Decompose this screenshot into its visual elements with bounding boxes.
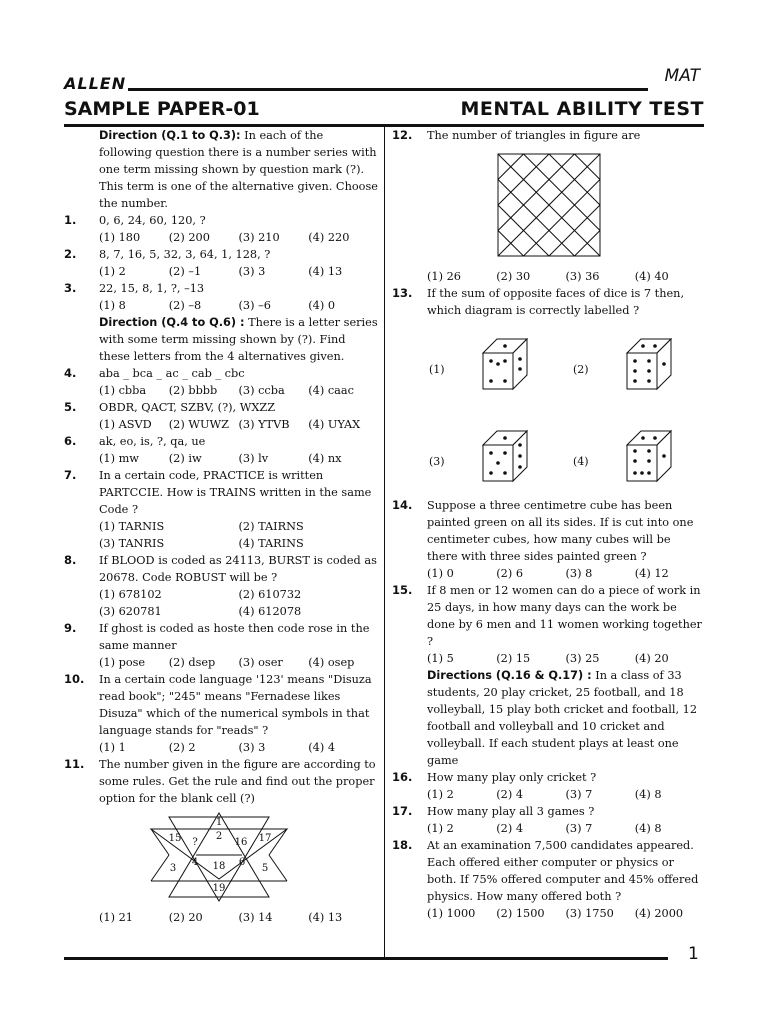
- option: (4) 8: [634, 788, 662, 801]
- figure-number: 6: [238, 857, 246, 868]
- option: (2) TAIRNS: [238, 520, 304, 533]
- option: (4) 40: [634, 270, 669, 283]
- die-3: [483, 431, 527, 481]
- options: [99, 586, 378, 603]
- option: (3) 620781: [99, 605, 162, 618]
- dice-label: (3): [429, 455, 445, 468]
- question-number: 10.: [64, 672, 85, 686]
- question-number: 18.: [392, 838, 413, 852]
- question-text: In a certain code language '123' means "Disuza read book"; "245" means "Fernadese likes Disuza" which of the numerical symbols in that language stands for "reads" ?: [99, 673, 372, 737]
- question-text: If ghost is coded as hoste then code rose in the same manner: [99, 622, 370, 652]
- option: (1) TARNIS: [99, 520, 165, 533]
- option: (3) 7: [565, 788, 593, 801]
- options: [427, 905, 704, 922]
- options: [99, 416, 378, 433]
- option: (2) WUWZ: [168, 418, 229, 431]
- option: (1) 678102: [99, 588, 162, 601]
- question-text: OBDR, QACT, SZBV, (?), WXZZ: [99, 401, 276, 414]
- figure-number: 16: [234, 837, 248, 848]
- option: (1) 1: [99, 741, 126, 754]
- question-12: [392, 127, 704, 285]
- die-2: [627, 339, 671, 389]
- column-divider: [384, 127, 385, 957]
- question-number: 7.: [64, 468, 77, 482]
- option: (2) 610732: [238, 588, 302, 601]
- question-18: [392, 837, 704, 922]
- option: (4) 8: [634, 822, 662, 835]
- question-text: If the sum of opposite faces of dice is 7 then, which diagram is correctly labelled ?: [427, 287, 685, 317]
- options: [427, 820, 704, 837]
- figure-number: 4: [191, 857, 199, 868]
- option: (4) 13: [308, 911, 343, 924]
- question-number: 15.: [392, 583, 413, 597]
- figure-number: 3: [169, 863, 177, 874]
- question-number: 1.: [64, 213, 77, 227]
- question-number: 17.: [392, 804, 413, 818]
- question-number: 14.: [392, 498, 413, 512]
- question-text: 8, 7, 16, 5, 32, 3, 64, 1, 128, ?: [99, 248, 271, 261]
- option: (1) mw: [99, 452, 139, 465]
- question-text: At an examination 7,500 candidates appeared. Each offered either computer or physics or both. If 75% offered computer and 45% offered physics. How many offered both ?: [427, 839, 699, 903]
- option: (4) caac: [308, 384, 354, 397]
- figure-number: 15: [168, 833, 182, 844]
- option: (2) 15: [496, 652, 531, 665]
- question-text: 22, 15, 8, 1, ?, –13: [99, 282, 205, 295]
- question-text: If BLOOD is coded as 24113, BURST is coded as 20678. Code ROBUST will be ?: [99, 554, 377, 584]
- question-2: [64, 246, 378, 280]
- option: (4) 612078: [238, 605, 302, 618]
- question-number: 16.: [392, 770, 413, 784]
- option: (4) TARINS: [238, 537, 304, 550]
- die-4: [627, 431, 671, 481]
- option: (4) osep: [308, 656, 355, 669]
- option: (1) cbba: [99, 384, 147, 397]
- question-6: [64, 433, 378, 467]
- question-text: ak, eo, is, ?, qa, ue: [99, 435, 206, 448]
- question-number: 2.: [64, 247, 77, 261]
- options: [99, 909, 378, 926]
- question-16: [392, 769, 704, 803]
- option: (2) 4: [496, 788, 524, 801]
- question-text: The number of triangles in figure are: [427, 129, 641, 142]
- options: [99, 518, 378, 535]
- brand-logo: ALLEN: [64, 74, 127, 93]
- option: (4) nx: [308, 452, 342, 465]
- options: [99, 739, 378, 756]
- option: (3) 1750: [565, 907, 614, 920]
- option: (3) 8: [565, 567, 593, 580]
- question-14: [392, 497, 704, 582]
- options: [99, 297, 378, 314]
- option: (3) 7: [565, 822, 593, 835]
- dice-label: (1): [429, 363, 445, 376]
- brand-rule: [128, 88, 648, 91]
- question-number: 5.: [64, 400, 77, 414]
- option: (1) 2: [99, 265, 126, 278]
- page-number: 1: [688, 944, 699, 964]
- option: (2) 6: [496, 567, 524, 580]
- option: (3) TANRIS: [99, 537, 165, 550]
- options: [427, 268, 704, 285]
- option: (1) 26: [427, 270, 461, 283]
- option: (3) 36: [565, 270, 600, 283]
- option: (3) lv: [238, 452, 269, 465]
- question-7: [64, 467, 378, 552]
- question-17: [392, 803, 704, 837]
- die-1: [483, 339, 527, 389]
- direction-3: Directions (Q.16 & Q.17) : In a class of 33 students, 20 play cricket, 25 football, and 18 volleyball, 15 play both cricket and football, 12 football and volleyball and 10 cricket and volleyball. If each student plays at least one game: [427, 669, 698, 767]
- option: (1) 1000: [427, 907, 476, 920]
- option: (3) 3: [238, 265, 266, 278]
- option: (3) ccba: [238, 384, 285, 397]
- right-column: [392, 127, 704, 922]
- option: (2) 1500: [496, 907, 545, 920]
- figure-number: 1: [215, 817, 223, 828]
- option: (1) 0: [427, 567, 454, 580]
- figure-number: 2: [215, 831, 223, 842]
- option: (4) 0: [308, 299, 336, 312]
- question-number: 8.: [64, 553, 77, 567]
- option: (2) 20: [168, 911, 203, 924]
- footer-rule: [64, 957, 668, 960]
- option: (2) 200: [168, 231, 210, 244]
- option: (2) 30: [496, 270, 531, 283]
- question-number: 3.: [64, 281, 77, 295]
- question-number: 11.: [64, 757, 85, 771]
- option: (2) –8: [168, 299, 202, 312]
- paper-title: SAMPLE PAPER-01: [64, 98, 260, 120]
- question-10: [64, 671, 378, 756]
- option: (2) dsep: [168, 656, 216, 669]
- option: (1) ASVD: [99, 418, 152, 431]
- options: [427, 650, 704, 667]
- option: (2) iw: [168, 452, 202, 465]
- direction-2: Direction (Q.4 to Q.6) : There is a letter series with some term missing shown by (?). Find these letters from the 4 alternatives given.: [99, 316, 378, 363]
- option: (4) 2000: [634, 907, 684, 920]
- option: (1) 180: [99, 231, 141, 244]
- option: (1) 5: [427, 652, 454, 665]
- question-text: How many play all 3 games ?: [427, 805, 595, 818]
- figure-number: 18: [212, 861, 226, 872]
- option: (4) 13: [308, 265, 343, 278]
- option: (3) 25: [565, 652, 600, 665]
- question-1: [64, 212, 378, 246]
- options: [99, 382, 378, 399]
- option: (3) oser: [238, 656, 283, 669]
- option: (4) 12: [634, 567, 669, 580]
- option: (1) 8: [99, 299, 126, 312]
- question-text: aba _ bca _ ac _ cab _ cbc: [99, 367, 245, 380]
- question-number: 6.: [64, 434, 77, 448]
- option: (4) 220: [308, 231, 350, 244]
- figure-number: 19: [212, 883, 226, 894]
- question-number: 13.: [392, 286, 413, 300]
- options: [99, 654, 378, 671]
- option: (2) bbbb: [168, 384, 218, 397]
- options: [99, 450, 378, 467]
- option: (3) 3: [238, 741, 266, 754]
- options: [99, 603, 378, 620]
- question-number: 12.: [392, 128, 413, 142]
- question-3: [64, 280, 378, 314]
- figure-number: ?: [192, 837, 198, 848]
- figure-number: 5: [261, 863, 269, 874]
- question-5: [64, 399, 378, 433]
- question-text: How many play only cricket ?: [427, 771, 597, 784]
- question-text: In a certain code, PRACTICE is written PARTCCIE. How is TRAINS written in the same Code ?: [99, 469, 372, 516]
- direction-1: Direction (Q.1 to Q.3): In each of the following question there is a number series with one term missing shown by question mark (?). This term is one of the alternative given. Choose the number.: [99, 129, 378, 210]
- question-text: 0, 6, 24, 60, 120, ?: [99, 214, 206, 227]
- option: (1) 2: [427, 788, 454, 801]
- option: (1) pose: [99, 656, 146, 669]
- star-number-figure: [99, 809, 378, 905]
- option: (2) –1: [168, 265, 202, 278]
- option: (3) 14: [238, 911, 273, 924]
- left-column: [64, 127, 378, 926]
- option: (2) 2: [168, 741, 196, 754]
- question-8: [64, 552, 378, 620]
- option: (4) 20: [634, 652, 669, 665]
- options: [427, 565, 704, 582]
- dice-figure: [427, 325, 704, 495]
- question-11: [64, 756, 378, 926]
- question-text: Suppose a three centimetre cube has been painted green on all its sides. If is cut into one centimeter cubes, how many cubes will be there with three sides painted green ?: [427, 499, 694, 563]
- option: (3) YTVB: [238, 418, 290, 431]
- option: (2) 4: [496, 822, 524, 835]
- question-15: [392, 582, 704, 667]
- options: [99, 229, 378, 246]
- option: (1) 2: [427, 822, 454, 835]
- dice-label: (2): [573, 363, 589, 376]
- subject-tag: MAT: [664, 66, 700, 86]
- test-title: MENTAL ABILITY TEST: [460, 98, 704, 120]
- option: (1) 21: [99, 911, 133, 924]
- question-text: The number given in the figure are according to some rules. Get the rule and find out the proper option for the blank cell (?): [99, 758, 376, 805]
- option: (3) 210: [238, 231, 280, 244]
- option: (4) UYAX: [308, 418, 361, 431]
- question-13: [392, 285, 704, 495]
- question-number: 9.: [64, 621, 77, 635]
- option: (3) –6: [238, 299, 271, 312]
- question-text: If 8 men or 12 women can do a piece of work in 25 days, in how many days can the work be done by 6 men and 11 women working together ?: [427, 584, 702, 648]
- question-4: [64, 365, 378, 399]
- dice-label: (4): [573, 455, 589, 468]
- triangle-grid-figure: [427, 152, 704, 262]
- option: (4) 4: [308, 741, 336, 754]
- options: [99, 263, 378, 280]
- question-9: [64, 620, 378, 671]
- question-number: 4.: [64, 366, 77, 380]
- figure-number: 17: [258, 833, 272, 844]
- options: [427, 786, 704, 803]
- options: [99, 535, 378, 552]
